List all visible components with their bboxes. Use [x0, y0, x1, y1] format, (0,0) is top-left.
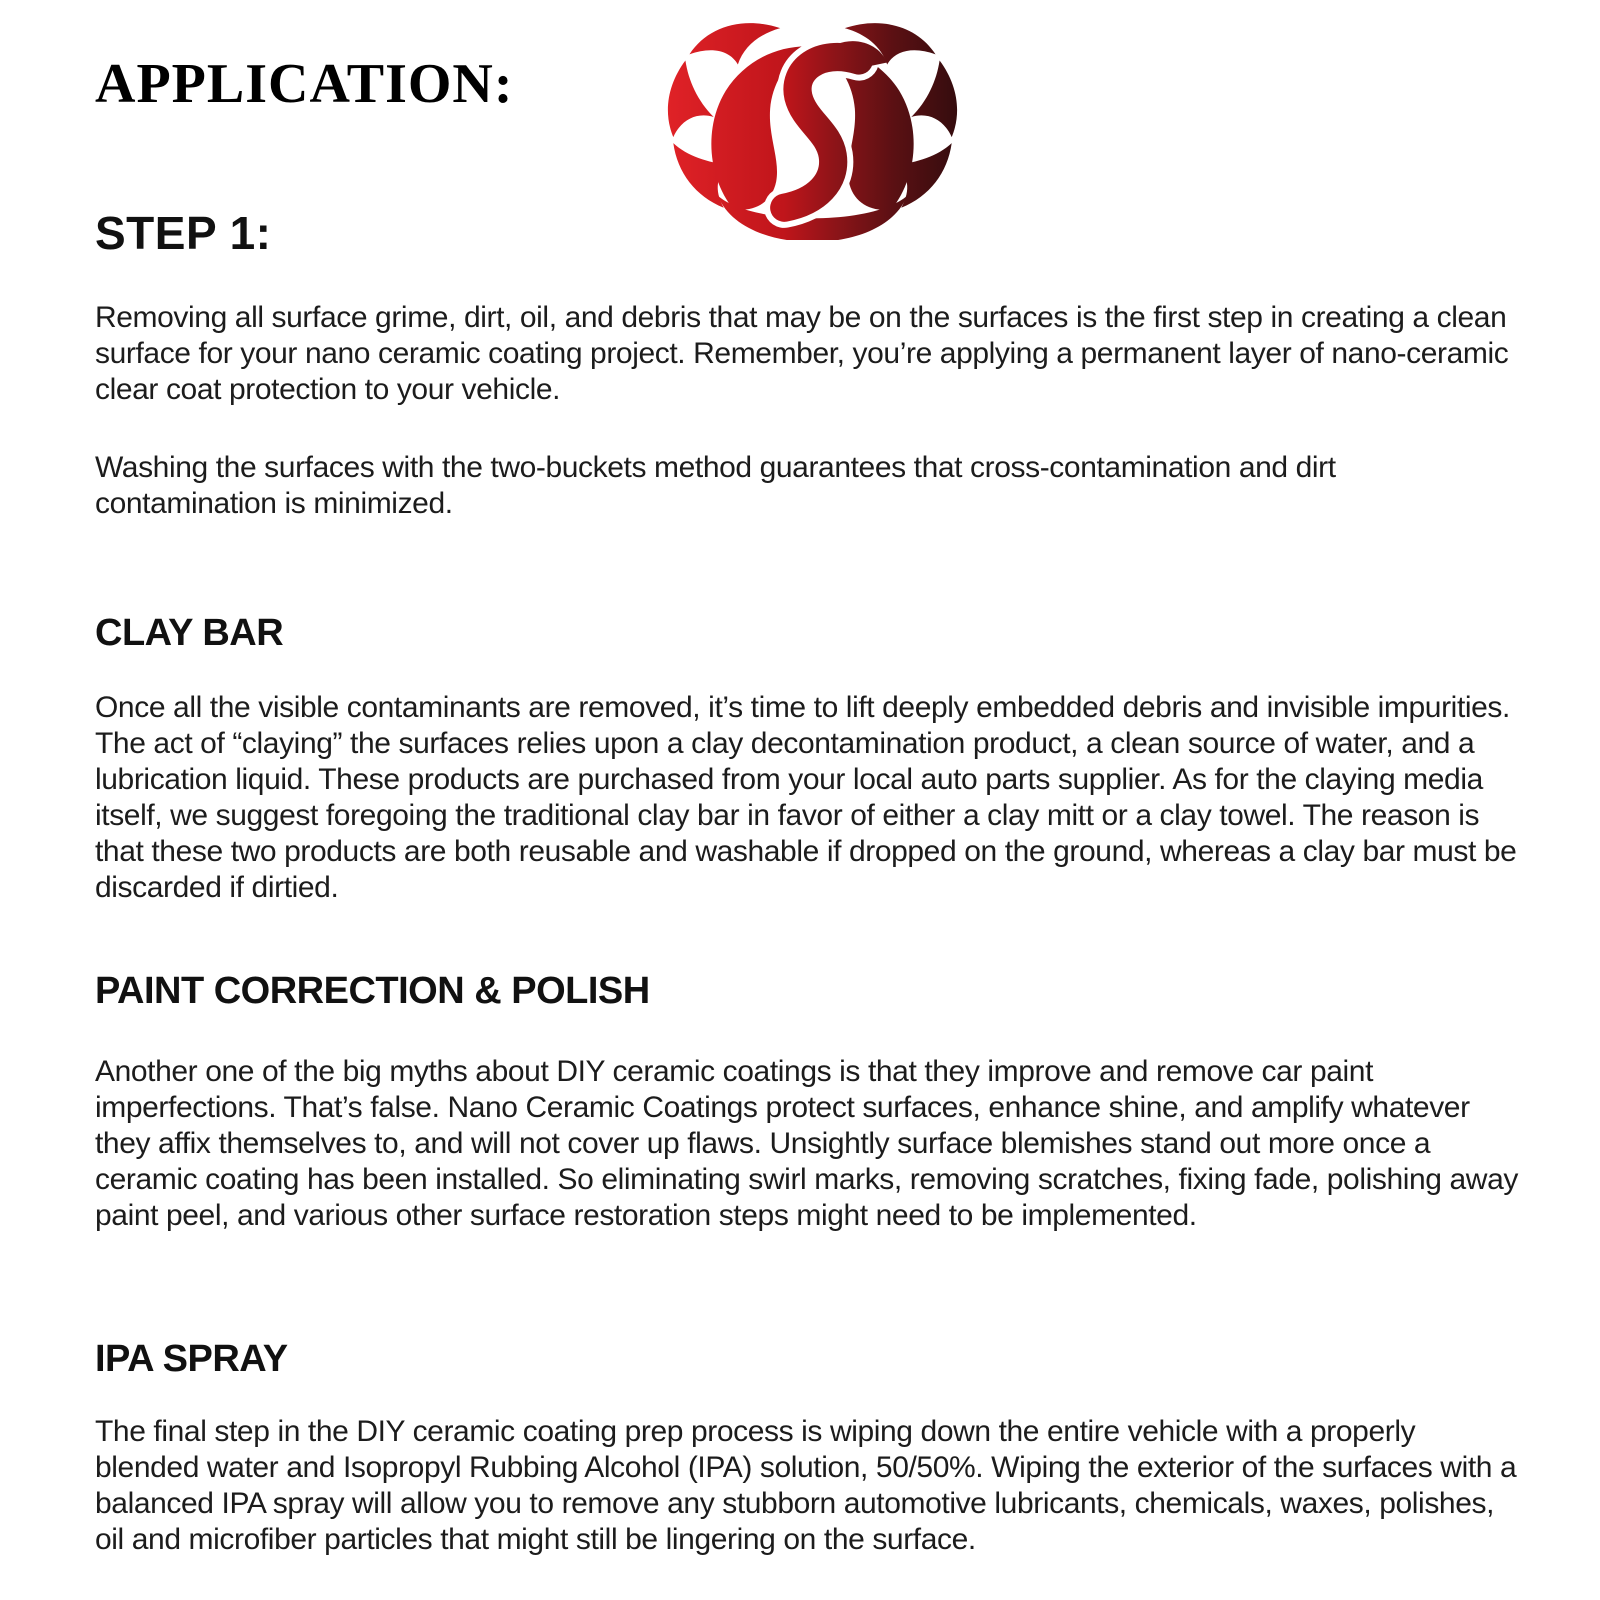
paragraph-two-bucket: Washing the surfaces with the two-buckets method guarantees that cross-contamination and dirt contamination is minimized.: [95, 451, 1336, 520]
paragraph-intro-wash: Removing all surface grime, dirt, oil, and debris that may be on the surfaces is the first step in creating a clean surface for your nano ceramic coating project. Remember, you’re applying a permanent layer of nano-ceramic clear coat protection to your vehicle.: [95, 301, 1509, 406]
paragraph-paint-correction: Another one of the big myths about DIY ceramic coatings is that they improve and remove car paint imperfections. That’s false. Nano Ceramic Coatings protect surfaces, enhance shine, and amplify whatever they affix themselves to, and will not cover up flaws. Unsightly surface blemishes stand out more once a ceramic coating has been installed. So eliminating swirl marks, removing scratches, fixing fade, polishing away paint peel, and various other surface restoration steps might need to be implemented.: [95, 1055, 1518, 1232]
step-heading: STEP 1:: [95, 207, 272, 259]
section-heading-ipa-spray: IPA SPRAY: [95, 1338, 288, 1380]
paragraph-clay-bar: Once all the visible contaminants are removed, it’s time to lift deeply embedded debris and invisible impurities. The act of “claying” the surfaces relies upon a clay decontamination product, a clean source of water, and a lubrication liquid. These products are purchased from your local auto parts supplier. As for the claying media itself, we suggest foregoing the traditional clay bar in favor of either a clay mitt or a clay towel. The reason is that these two products are both reusable and washable if dropped on the ground, whereas a clay bar must be discarded if dirtied.: [95, 691, 1517, 904]
page-title: APPLICATION:: [95, 53, 514, 115]
paragraph-ipa-spray: The final step in the DIY ceramic coating prep process is wiping down the entire vehicle with a properly blended water and Isopropyl Rubbing Alcohol (IPA) solution, 50/50%. Wiping the exterior of the surfaces with a balanced IPA spray will allow you to remove any stubborn automotive lubricants, chemicals, waxes, polishes, oil and microfiber particles that might still be lingering on the surface.: [95, 1415, 1517, 1556]
section-heading-clay-bar: CLAY BAR: [95, 612, 284, 654]
phoenix-logo-icon: [645, 8, 980, 240]
section-heading-paint-correction: PAINT CORRECTION & POLISH: [95, 970, 650, 1012]
